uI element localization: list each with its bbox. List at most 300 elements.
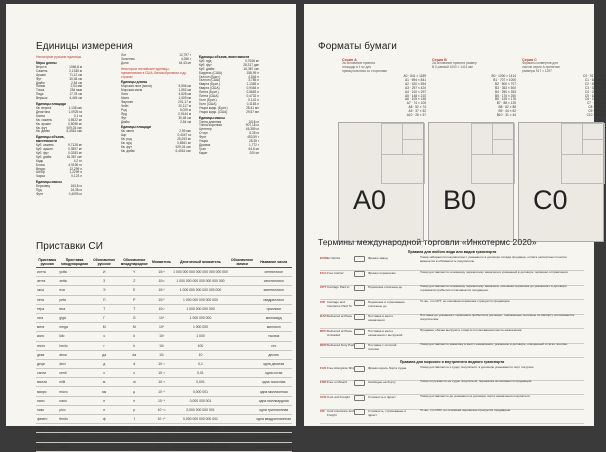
table-cell: yotta	[58, 268, 90, 277]
incoterm-row	[320, 343, 584, 358]
table-cell: 10⁻¹⁵	[151, 415, 172, 424]
table-cell: миллион	[255, 323, 292, 332]
table-cell: 10²	[151, 341, 172, 350]
paper-diagram	[428, 122, 514, 242]
unit-value: 4,5522 м²	[68, 117, 82, 122]
section-heading: Меры длины	[36, 61, 57, 65]
unit-name: Кв. миля	[121, 129, 134, 134]
table-cell: 10³	[151, 332, 172, 341]
table-cell: P	[118, 295, 151, 304]
unit-name: Точка	[36, 88, 45, 93]
unit-value: 5,029 м	[179, 107, 191, 112]
table-header-row	[36, 256, 292, 268]
table-cell: m	[118, 378, 151, 387]
unit-name: Тонна длинная	[199, 119, 222, 124]
unit-value: 12,299 л	[69, 166, 82, 171]
table-cell	[229, 304, 256, 313]
paper-subdivision	[402, 123, 425, 140]
unit-name: Дюйм	[121, 119, 130, 124]
size-row: C5 · 162 × 229	[584, 93, 606, 98]
right-page	[304, 4, 606, 426]
incoterm-russian: Перевозка и страхование оплачены до	[368, 299, 405, 308]
unit-value: 20,117 м	[178, 103, 191, 108]
table-row	[36, 359, 292, 368]
table-cell: 10⁻¹	[151, 359, 172, 368]
table-cell: миллиард	[255, 313, 292, 322]
unit-value: 1,2299 л	[69, 170, 82, 175]
series-note: Форматы конвертов для листов серии А принятые размеры 917 × 1297	[522, 61, 560, 73]
table-cell: 10⁻²	[151, 369, 172, 378]
left-page	[6, 4, 296, 449]
unit-name: Фут	[121, 115, 127, 120]
unit-name: Унция жидк. (Брит.)	[199, 105, 228, 110]
unit-name: Стоун	[199, 131, 208, 136]
table-cell: 10²⁴	[151, 268, 172, 277]
unit-name: Куб. ярд	[199, 58, 212, 63]
unit-value: 6,4516 см²	[66, 129, 82, 134]
size-row: A10 · 26 × 37	[406, 113, 426, 118]
table-cell: 0,01	[172, 369, 229, 378]
size-row: C6 · 114 × 162	[585, 97, 606, 102]
table-cell: c	[118, 369, 151, 378]
paper-title: Форматы бумаги	[318, 41, 397, 52]
table-cell: 10⁻¹⁸	[151, 424, 172, 433]
incoterm-row	[320, 314, 584, 329]
unit-name: Фарлонг	[121, 99, 134, 104]
incoterm-code: CIF	[320, 409, 325, 413]
unit-name: Лига	[121, 92, 128, 97]
format-label: A0	[353, 185, 387, 215]
table-cell: да	[91, 350, 118, 359]
column-header: Множитель	[151, 256, 172, 268]
english-units-note: Некоторые английские единицы, применяемые в США, Великобритании и др. странах	[121, 66, 187, 79]
table-cell	[229, 396, 256, 405]
unit-name: Кв. фут	[121, 144, 132, 149]
table-row	[36, 268, 292, 277]
table-cell: атто	[36, 424, 58, 433]
units-column-3	[199, 54, 259, 156]
incoterms-group-heading: Правила для любого вида или видов транспорта	[407, 250, 497, 254]
table-cell: 0,000 000 000 000 000 000 001	[172, 433, 229, 442]
unit-value: 200 мг	[249, 150, 259, 155]
table-row	[36, 396, 292, 405]
section-heading: Единицы массы	[36, 180, 62, 185]
unit-row	[36, 175, 82, 179]
incoterm-row	[320, 256, 584, 271]
table-cell: 10¹²	[151, 304, 172, 313]
unit-value: 28,35 г	[248, 139, 259, 144]
unit-value: 1016 кг	[248, 119, 259, 124]
incoterm-code: CPT	[320, 285, 327, 289]
unit-name: Вершок	[36, 96, 48, 101]
unit-name: Пинта (США)	[199, 94, 219, 99]
unit-value: 929,03 см²	[175, 144, 191, 149]
table-cell: 10⁻²⁴	[151, 442, 172, 451]
table-row	[36, 313, 292, 322]
table-cell: 0,001	[172, 378, 229, 387]
size-row: B6 · 125 × 176	[494, 97, 516, 102]
incoterm-english: Cost Insurance and Freight	[327, 409, 354, 417]
table-cell: ф	[91, 415, 118, 424]
unit-row	[36, 193, 82, 197]
unit-name: Линия	[36, 84, 46, 89]
unit-value: 71,12 см	[69, 72, 82, 77]
incoterm-description: Продавец обязан выгрузить товар в согласованном месте назначения.	[420, 327, 523, 332]
unit-value: 1,138 км²	[68, 105, 82, 110]
unit-value: 0,4095 кг	[68, 192, 82, 196]
table-cell: mega	[58, 323, 90, 332]
incoterm-english: Free Alongside Ship	[327, 365, 355, 370]
unit-name: Миля	[121, 96, 130, 101]
table-cell: 0,000 000 000 000 001	[172, 415, 229, 424]
table-cell: мк	[91, 387, 118, 396]
table-cell: микро	[36, 387, 58, 396]
table-cell: 1 000 000 000 000 000 000	[172, 286, 229, 295]
table-cell: 1 000 000 000 000 000 000 000	[172, 277, 229, 286]
table-cell: a	[118, 424, 151, 433]
paper-subdivision	[492, 123, 515, 140]
unit-value: 17,78 см	[69, 92, 82, 97]
table-cell: 10	[172, 350, 229, 359]
unit-value: 30,48 см	[69, 76, 82, 81]
table-cell: сто	[255, 341, 292, 350]
table-cell: tera	[58, 304, 90, 313]
incoterm-code: FAS	[320, 365, 327, 370]
table-cell: 10²¹	[151, 277, 172, 286]
table-cell: триллион	[255, 304, 292, 313]
table-cell: одна сотая	[255, 369, 292, 378]
unit-value: 0,5683 л	[246, 90, 259, 95]
incoterm-code: CIP	[320, 299, 326, 304]
table-cell: квадриллион	[255, 295, 292, 304]
incoterm-row	[320, 285, 584, 300]
table-cell: септиллион	[255, 268, 292, 277]
incoterm-english: Delivered at Place	[327, 314, 353, 318]
size-row: C1 · 648 × 917	[584, 77, 606, 82]
table-cell: deca	[58, 350, 90, 359]
truck-icon	[354, 271, 365, 277]
size-row: B3 · 353 × 500	[494, 85, 516, 90]
table-cell: Э	[91, 286, 118, 295]
unit-value: 28,317 дм³	[243, 62, 259, 67]
unit-name: Карат	[199, 150, 208, 155]
incoterm-description: Поставка до указанного терминала прибытия в договоре; таможенные пошлины по импорту оплачиваются покупателем.	[420, 313, 575, 321]
table-cell: 10¹	[151, 350, 172, 359]
incoterm-description: Товар доставляется заказчику в место назначения, указанное в договоре, очищенный от всех пошлин.	[420, 342, 568, 346]
section-heading: Единицы длины	[121, 80, 148, 85]
section-heading: Единицы площади	[36, 102, 66, 107]
table-row	[36, 350, 292, 359]
table-cell: нано	[36, 396, 58, 405]
table-cell: пико	[36, 405, 58, 414]
table-cell: 0,000 000 001	[172, 396, 229, 405]
table-cell: экса	[36, 286, 58, 295]
unit-name: Акр	[121, 133, 127, 138]
column-header: Приставка русская	[36, 256, 58, 268]
table-cell: T	[118, 304, 151, 313]
table-cell: дека	[36, 350, 58, 359]
unit-name: Чейн	[121, 103, 129, 108]
unit-value: 1,852 км	[178, 88, 191, 93]
table-cell: 10⁻¹²	[151, 405, 172, 414]
table-cell: к	[91, 332, 118, 341]
incoterm-russian: Поставка в месте назначения с выгрузкой	[368, 328, 403, 337]
incoterm-english: Cost and Freight	[327, 394, 350, 399]
incoterm-description: Товар доставляется основному перевозчику заказчика, основная перевозка до указанного в договоре терминала прибытия оплачивается продавцом.	[420, 284, 567, 292]
unit-value: 1,772 г	[248, 142, 259, 147]
table-cell	[229, 277, 256, 286]
table-cell	[229, 369, 256, 378]
table-cell: 10¹⁸	[151, 286, 172, 295]
table-cell: тысяча	[255, 332, 292, 341]
prefix-title: Приставки СИ	[36, 241, 104, 252]
unit-row	[121, 121, 191, 125]
incoterm-row	[320, 380, 584, 395]
unit-name: Куб. фут	[199, 62, 212, 67]
series-title: Серия C	[522, 58, 537, 62]
unit-value: 6,4516 см²	[175, 148, 191, 153]
incoterm-description: То же, что CPT, но основная перевозка страхуется продавцом.	[420, 298, 511, 303]
table-cell: зетта	[36, 277, 58, 286]
unit-row	[199, 111, 259, 115]
unit-name: Кв. сажень	[36, 117, 53, 122]
table-cell: Т	[91, 304, 118, 313]
table-cell: exa	[58, 286, 90, 295]
unit-value: 2,54 см	[180, 119, 191, 124]
unit-name: Пуд	[36, 188, 42, 193]
table-cell	[229, 415, 256, 424]
unit-value: 1066,8 м	[69, 64, 82, 69]
table-cell: femto	[58, 415, 90, 424]
incoterm-code: DDP	[320, 343, 327, 347]
table-cell: 1 000 000	[172, 323, 229, 332]
incoterm-russian: Стоимость, страхование и фрахт	[368, 409, 406, 417]
truck-icon	[354, 366, 365, 372]
unit-name: Фут	[36, 76, 42, 81]
unit-value: 0,123 л	[71, 174, 82, 179]
unit-name: Морская миля	[121, 88, 143, 93]
incoterms-title: Термины международной торговли «Инкотермс 2020»	[318, 237, 537, 247]
table-cell: zepto	[58, 433, 90, 442]
unit-value: 907,18 кг	[245, 123, 259, 128]
table-cell	[229, 268, 256, 277]
unit-name: Унция	[199, 139, 208, 144]
section-heading: Единицы площади	[121, 125, 151, 130]
table-cell: одна триллионная	[255, 405, 292, 414]
unit-value: 158,99 л	[246, 70, 259, 75]
size-row: A0 · 841 × 1189	[403, 74, 426, 78]
truck-icon	[354, 300, 365, 306]
table-cell: И	[91, 268, 118, 277]
unit-row	[36, 130, 82, 134]
series-note: За основание принята площадь в 1 м² для прямоугольника со сторонами	[342, 61, 387, 73]
table-cell: г	[91, 341, 118, 350]
unit-value: 25,293 м²	[177, 137, 191, 142]
unit-value: 0,7646 м³	[245, 58, 259, 63]
column-header: Приставка международная	[58, 256, 90, 268]
format-label: B0	[443, 185, 477, 215]
incoterm-description: Товар забирается покупателем с указанного в договоре склада продавца, оплата экспортных пошлин вменяется в обязанность покупателю.	[420, 255, 567, 263]
unit-value: 453,59 г	[247, 135, 259, 140]
units-title: Единицы измерения	[36, 41, 133, 52]
unit-value: 254 мкм	[70, 88, 82, 93]
unit-value: 64,8 мг	[248, 146, 259, 151]
unit-name: Аршин	[36, 72, 46, 77]
incoterm-description: Товар отгружается на судно покупателя, перевалка оплачивается продавцом.	[420, 379, 533, 383]
unit-row	[36, 97, 82, 101]
table-cell: кило	[36, 332, 58, 341]
size-row: A4 · 210 × 297	[404, 89, 426, 94]
unit-name: Галлон (Брит.)	[199, 74, 221, 79]
unit-value: 0,0283 м³	[68, 150, 82, 155]
unit-value: 29,57 мл	[246, 109, 259, 114]
table-cell: мега	[36, 323, 58, 332]
table-cell: 0,000 000 000 001	[172, 405, 229, 414]
table-row	[36, 323, 292, 332]
table-cell: f	[118, 415, 151, 424]
unit-name: Кв. род	[121, 137, 132, 142]
table-cell: секстиллион	[255, 277, 292, 286]
unit-value: 28,41 мл	[246, 105, 259, 110]
size-row: A1 · 594 × 841	[404, 77, 426, 82]
paper-diagram	[518, 122, 604, 242]
unit-value: 0,3597 м³	[68, 147, 82, 152]
table-cell: З	[91, 277, 118, 286]
unit-name: Тонна короткая	[199, 123, 222, 128]
series-note: За основание принята размер В 0 равный 1000 × 1414 мм	[432, 61, 477, 69]
unit-value: 16,387 см³	[66, 154, 82, 159]
unit-name: Сажень	[36, 68, 48, 73]
series-title: Серия А	[342, 58, 357, 62]
unit-value: 30,48 см	[178, 115, 191, 120]
unit-name: Куб. аршин	[36, 147, 53, 152]
unit-name: Кварта (Брит.)	[199, 82, 220, 87]
size-row: C3 · 324 × 458	[584, 85, 606, 90]
size-row: B1 · 707 × 1000	[493, 77, 516, 82]
incoterm-code: EXW	[320, 256, 328, 260]
unit-value: 0,8361 м²	[177, 141, 191, 146]
table-cell: а	[91, 424, 118, 433]
incoterm-english: Carriage Paid to	[327, 285, 350, 289]
table-row	[36, 286, 292, 295]
unit-name: Куб. дюйм	[199, 66, 215, 71]
table-cell: pico	[58, 405, 90, 414]
unit-name: Ведро	[36, 166, 46, 171]
format-label: C0	[533, 185, 568, 215]
unit-name: Кв. верста	[36, 105, 52, 110]
table-cell: 0,1	[172, 359, 229, 368]
table-cell: милли	[36, 378, 58, 387]
table-cell	[229, 286, 256, 295]
table-cell: z	[118, 433, 151, 442]
incoterm-russian: Поставка с оплатой пошлин	[368, 343, 397, 351]
table-cell: одна миллиардная	[255, 396, 292, 405]
table-row	[36, 295, 292, 304]
table-cell: одна септиллионная	[255, 442, 292, 451]
unit-name: Берковец	[36, 184, 51, 189]
table-cell: micro	[58, 387, 90, 396]
truck-icon	[354, 256, 365, 262]
table-cell	[229, 332, 256, 341]
table-cell: с	[91, 369, 118, 378]
truck-icon	[354, 343, 365, 349]
unit-row	[199, 152, 259, 156]
table-cell: giga	[58, 313, 90, 322]
table-cell: G	[118, 313, 151, 322]
table-row	[36, 277, 292, 286]
table-cell: 1 000 000 000 000	[172, 304, 229, 313]
size-row: A6 · 105 × 148	[404, 97, 426, 102]
table-row	[36, 304, 292, 313]
unit-name: Баррель (США)	[199, 70, 222, 75]
unit-name: Десятина	[36, 109, 51, 114]
prefix-table	[36, 256, 292, 452]
unit-value: 201,17 м	[178, 99, 191, 104]
size-row: B2 · 500 × 707	[494, 81, 516, 86]
unit-value: 2,54 см	[71, 80, 82, 85]
size-row: C7 · 81 × 114	[586, 101, 606, 106]
unit-name: Унция жидк. (США)	[199, 109, 228, 114]
table-cell	[229, 387, 256, 396]
table-cell	[229, 350, 256, 359]
unit-value: 1,609 км	[178, 96, 191, 101]
table-cell: П	[91, 295, 118, 304]
unit-value: 44,43 мг	[178, 60, 191, 65]
size-row: C4 · 229 × 324	[584, 89, 606, 94]
size-row: B10 · 31 × 44	[496, 113, 516, 118]
table-cell: одна десятая	[255, 359, 292, 368]
size-list	[382, 75, 426, 118]
truck-icon	[354, 380, 365, 386]
table-cell: h	[118, 341, 151, 350]
table-cell: kilo	[58, 332, 90, 341]
units-column-2	[121, 54, 191, 154]
size-row: B5 · 176 × 250	[494, 93, 516, 98]
series-title: Серия B	[432, 58, 447, 62]
size-row: B8 · 62 × 88	[498, 105, 516, 110]
unit-value: 0,1183 л	[246, 101, 259, 106]
unit-name: Ярд	[121, 111, 127, 116]
table-cell: Г	[91, 313, 118, 322]
table-cell: зепто	[36, 433, 58, 442]
incoterm-russian: Поставка в месте назначения	[368, 314, 394, 322]
unit-name: Центнер	[199, 127, 212, 132]
table-cell: иотта	[36, 268, 58, 277]
incoterm-code: FCA	[320, 270, 327, 275]
table-cell	[229, 313, 256, 322]
incoterm-english: Free on Board	[327, 380, 347, 384]
incoterm-english: Delivered Duty Paid	[327, 343, 355, 347]
incoterm-description: Товар доставляется основному перевозчику заказчика в указанный в договоре терминал отправления.	[420, 269, 569, 274]
unit-value: 4,828 км	[178, 92, 191, 97]
incoterm-russian: Перевозка оплачена до	[368, 285, 403, 289]
section-heading: Единицы объема, вместимости	[199, 55, 250, 59]
table-row	[36, 378, 292, 387]
table-cell: 0,000 000 000 000 000 001	[172, 424, 229, 433]
table-cell: deci	[58, 359, 90, 368]
size-row: A8 · 52 × 74	[408, 105, 426, 110]
size-row: C9 · 40 × 57	[588, 109, 606, 114]
unit-value: 929,03 см²	[66, 125, 82, 130]
truck-icon	[354, 409, 365, 415]
table-cell: М	[91, 323, 118, 332]
table-cell: 1 000 000 000 000 000 000 000 000	[172, 268, 229, 277]
table-cell: м	[91, 378, 118, 387]
table-cell: nano	[58, 396, 90, 405]
table-cell: 0,000 001	[172, 387, 229, 396]
unit-name: Куб. сажень	[36, 143, 54, 148]
unit-value: 2,1336 м	[69, 68, 82, 73]
